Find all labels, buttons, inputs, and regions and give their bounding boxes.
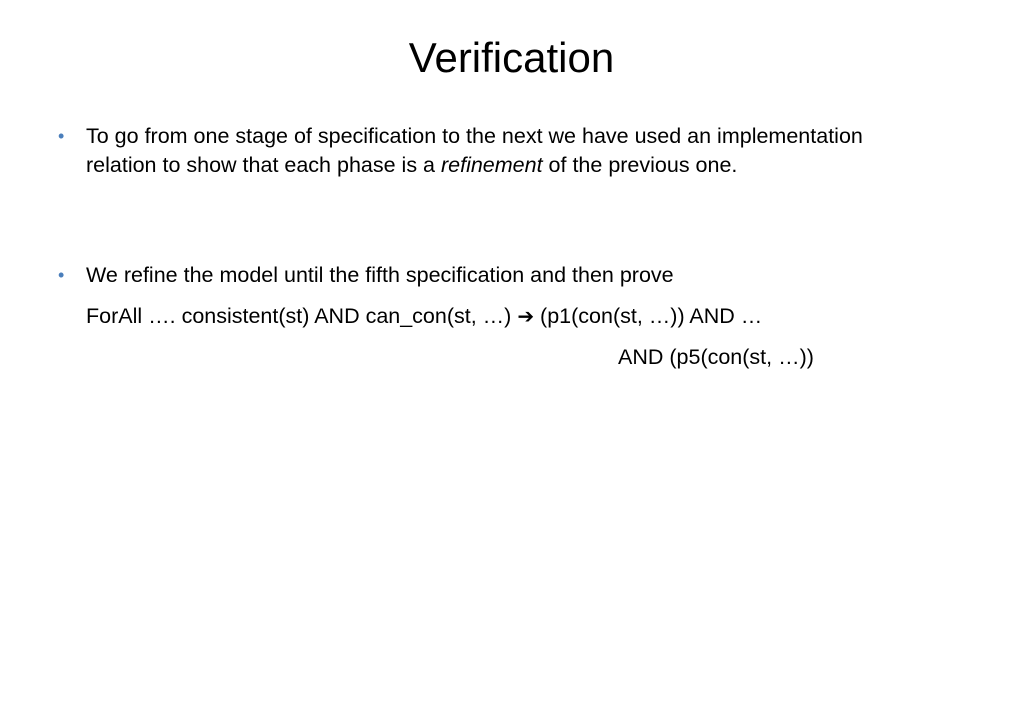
bullet-marker: • [58, 126, 65, 146]
bullet-text-before: To go from one stage of specification to the next we have used an implementation relation to show that each phase is a [86, 124, 863, 177]
formula-left: ForAll …. consistent(st) AND can_con(st, …) [86, 304, 518, 328]
implies-arrow-icon: ➔ [517, 304, 535, 328]
bullet-marker: • [58, 265, 65, 285]
bullet-item-implementation-relation [58, 122, 938, 179]
bullet-item-refine-model [58, 261, 938, 290]
slide-title: Verification [408, 34, 615, 81]
refinement-emphasis: refinement [440, 152, 543, 177]
bullet-text: We refine the model until the fifth specification and then prove [86, 263, 674, 287]
bullet-text-after: of the previous one. [542, 152, 738, 177]
bullet-text [86, 122, 938, 179]
formula-right: (p1(con(st, …)) AND … [534, 304, 763, 328]
formula-line-1 [86, 302, 762, 330]
formula-line-2: AND (p5(con(st, …)) [618, 345, 814, 369]
